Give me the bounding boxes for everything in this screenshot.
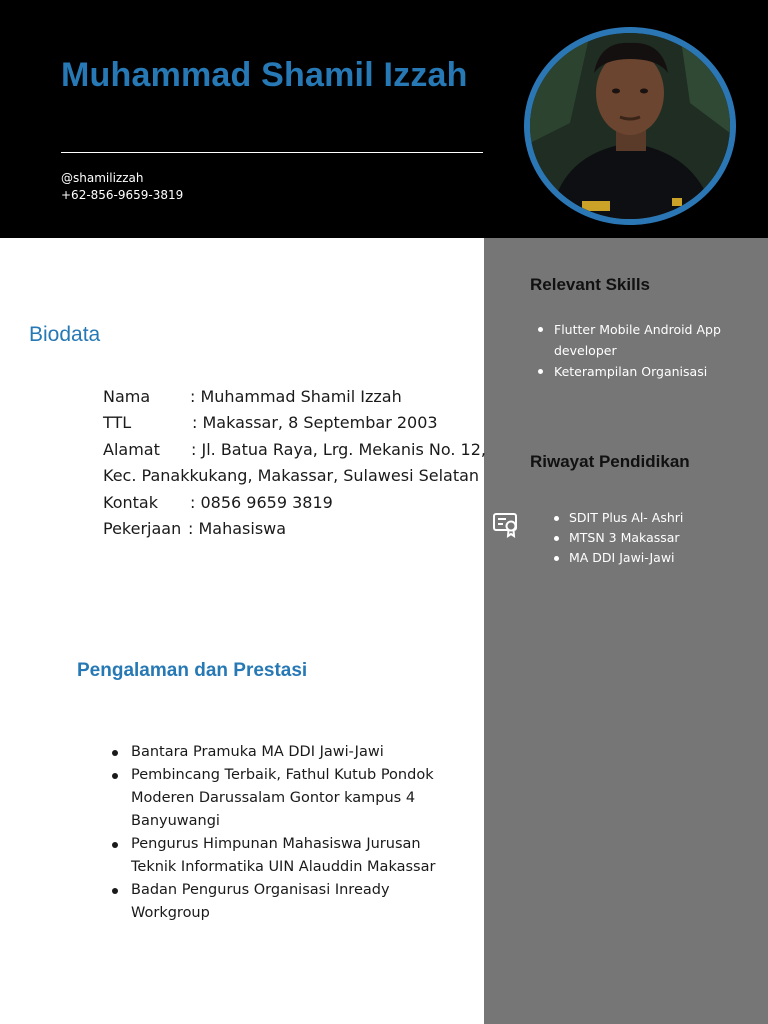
skills-heading: Relevant Skills: [530, 275, 651, 294]
biodata-row-nama: [103, 384, 473, 410]
experience-item: Pengurus Himpunan Mahasiswa Jurusan Teknik Informatika UIN Alauddin Makassar: [103, 833, 443, 879]
biodata-label: Alamat: [103, 439, 160, 459]
skill-item: Keterampilan Organisasi: [530, 361, 730, 382]
header-banner: [0, 0, 768, 238]
contact-handle: @shamilizzah: [61, 171, 144, 185]
biodata-row-kontak: [103, 490, 473, 516]
experience-list: [103, 741, 443, 925]
biodata-value: : Muhammad Shamil Izzah: [190, 387, 402, 406]
person-photo-illustration: [530, 33, 730, 219]
biodata-value: : Mahasiswa: [188, 518, 287, 538]
education-item: MA DDI Jawi-Jawi: [554, 548, 754, 568]
experience-item: Badan Pengurus Organisasi Inready Workgroup: [103, 879, 443, 925]
biodata-value: : Makassar, 8 Septembar 2003: [192, 413, 438, 433]
biodata-value: : Jl. Batua Raya, Lrg. Mekanis No. 12,: [191, 439, 486, 459]
biodata-block: [103, 384, 486, 542]
contact-phone: +62-856-9659-3819: [61, 188, 184, 202]
education-heading: Riwayat Pendidikan: [530, 452, 690, 471]
page-title: Muhammad Shamil Izzah: [61, 56, 468, 94]
education-item: SDIT Plus Al- Ashri: [554, 508, 754, 528]
biodata-row-pekerjaan: [103, 516, 473, 542]
education-list: [554, 508, 754, 568]
skill-item: Flutter Mobile Android App developer: [530, 319, 730, 361]
header-divider: [61, 152, 483, 153]
certificate-icon: [492, 510, 520, 538]
biodata-value: : 0856 9659 3819: [190, 492, 333, 512]
biodata-heading: Biodata: [29, 323, 101, 346]
biodata-label: Nama: [103, 387, 151, 406]
experience-heading: Pengalaman dan Prestasi: [77, 660, 308, 681]
biodata-label: Kontak: [103, 492, 158, 512]
profile-photo: [524, 27, 736, 225]
biodata-label: Pekerjaan: [103, 518, 182, 538]
experience-item: Bantara Pramuka MA DDI Jawi-Jawi: [103, 741, 443, 764]
biodata-value: Kec. Panakkukang, Makassar, Sulawesi Selatan: [103, 466, 480, 486]
biodata-row-ttl: [103, 410, 473, 436]
biodata-row-alamat-cont: [103, 463, 480, 489]
skills-list: [530, 319, 730, 382]
experience-item: Pembincang Terbaik, Fathul Kutub Pondok Moderen Darussalam Gontor kampus 4 Banyuwangi: [103, 764, 443, 833]
biodata-label: TTL: [103, 413, 132, 433]
education-item: MTSN 3 Makassar: [554, 528, 754, 548]
biodata-row-alamat: [103, 437, 486, 463]
